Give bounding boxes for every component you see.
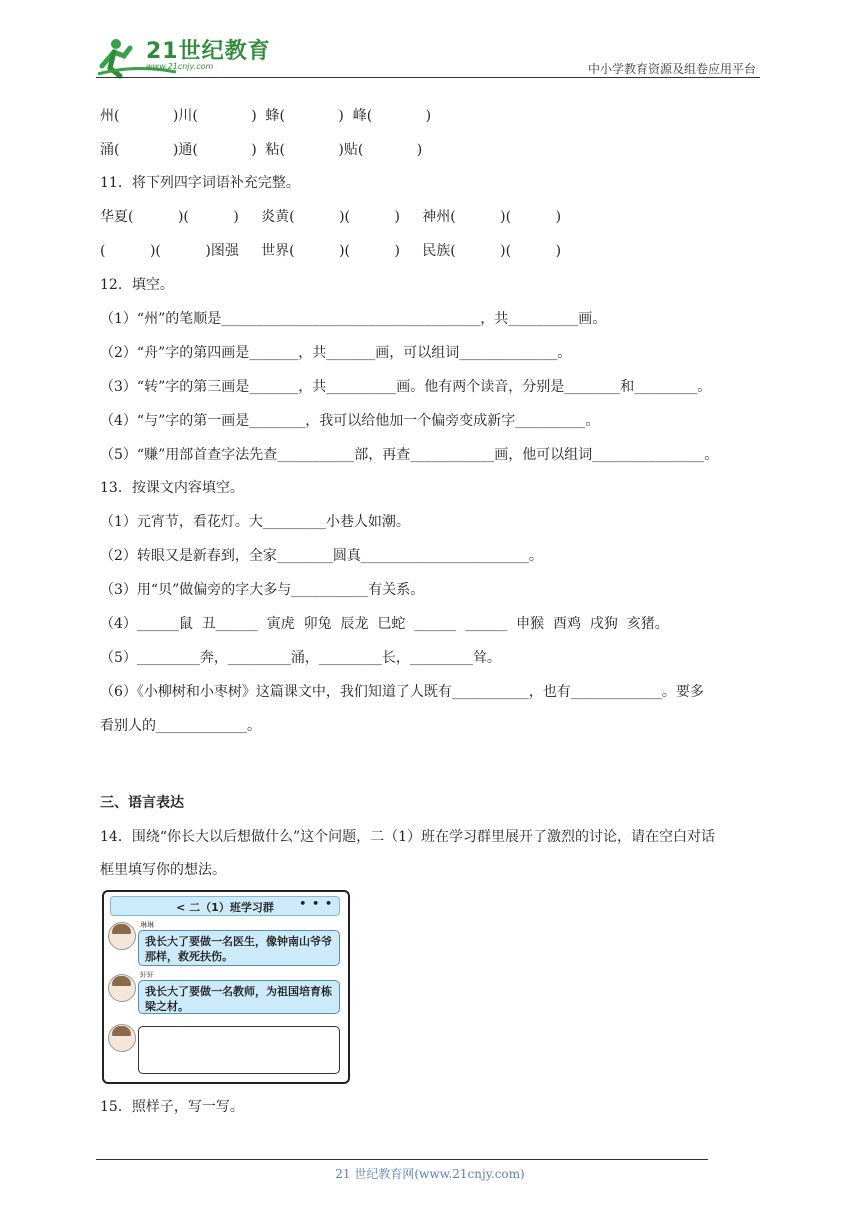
chat-bubble: 我长大了要做一名医生，像钟南山爷爷那样，救死扶伤。 xyxy=(138,930,340,966)
avatar xyxy=(108,974,136,1002)
chat-title: < 二（1）班学习群 xyxy=(176,901,274,914)
footer-divider xyxy=(96,1159,708,1160)
text-line: （6）《小柳树和小枣树》这篇课文中，我们知道了人既有___________，也有_____________。要多 xyxy=(100,684,704,700)
text-line: （5）“赚”用部首查字法先查___________部，再查____________画，他可以组词________________。 xyxy=(100,447,719,463)
text-line: 州( )川( ) 蜂( ) 峰( ) xyxy=(100,108,432,124)
text-line: （3）“转”字的第三画是_______，共__________画。他有两个读音，分别是________和_________。 xyxy=(100,379,712,395)
question-11: 11．将下列四字词语补充完整。 xyxy=(100,175,300,191)
text-line: （1）“州”的笔顺是_____________________________________，共__________画。 xyxy=(100,311,607,327)
text-line: （4）“与”字的第一画是________，我可以给他加一个偏旁变成新字__________。 xyxy=(100,413,600,429)
section-title: 三、语言表达 xyxy=(100,795,184,811)
avatar xyxy=(108,922,136,950)
chat-illustration xyxy=(102,890,350,1084)
text-line: （5）_________奔，_________涌，_________长，_________耸。 xyxy=(100,650,501,666)
question-14: 14．围绕“你长大以后想做什么”这个问题，二（1）班在学习群里展开了激烈的讨论，请在空白对话 xyxy=(100,829,716,845)
text-line: 涌( )通( ) 粘( )贴( ) xyxy=(100,142,423,158)
footer-text: 21 世纪教育网(www.21cnjy.com) xyxy=(335,1167,525,1181)
header-platform-text: 中小学教育资源及组卷应用平台 xyxy=(587,62,756,76)
text-line: 华夏( )( ) 炎黄( )( ) 神州( )( ) xyxy=(100,209,562,225)
logo-text: 21世纪教育 xyxy=(146,39,271,64)
header-divider xyxy=(96,77,760,78)
chat-nickname: 琳琳 xyxy=(140,921,154,929)
more-icon: • • • xyxy=(299,897,333,910)
text-line: ( )( )图强 世界( )( ) 民族( )( ) xyxy=(100,243,562,259)
text-line: 框里填写你的想法。 xyxy=(100,862,226,878)
chat-bubble: 我长大了要做一名教师，为祖国培育栋梁之材。 xyxy=(138,980,340,1014)
logo-url: www.21cnjy.com xyxy=(146,62,214,71)
text-line: （2）转眼又是新春到，全家________圆真________________________。 xyxy=(100,548,543,564)
text-line: （3）用“贝”做偏旁的字大多与___________有关系。 xyxy=(100,582,425,598)
question-12: 12．填空。 xyxy=(100,277,174,293)
question-15: 15．照样子，写一写。 xyxy=(100,1099,244,1115)
chat-title-bar xyxy=(110,896,340,916)
text-line: （2）“舟”字的第四画是_______，共_______画，可以组词______________。 xyxy=(100,345,572,361)
text-line: 看别人的_____________。 xyxy=(100,718,261,734)
text-line: （4）______鼠 丑______ 寅虎 卯兔 辰龙 巳蛇 ______ ______ 申猴 酉鸡 戌狗 亥猪。 xyxy=(100,616,669,632)
avatar xyxy=(108,1024,136,1052)
question-13: 13．按课文内容填空。 xyxy=(100,480,244,496)
text-line: （1）元宵节，看花灯。大_________小巷人如潮。 xyxy=(100,514,410,530)
empty-chat-bubble xyxy=(138,1026,340,1074)
chat-nickname: 轩轩 xyxy=(140,971,154,979)
